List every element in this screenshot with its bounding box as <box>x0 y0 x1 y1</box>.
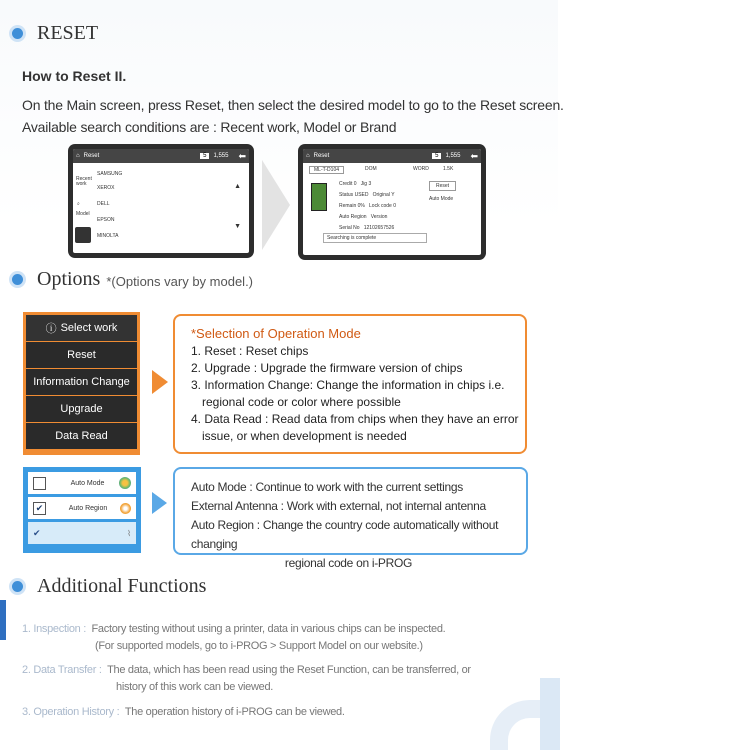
auto-settings-panel <box>23 467 141 553</box>
mode-line: 2. Upgrade : Upgrade the firmware version of chips <box>191 361 463 375</box>
item-text: history of this work can be viewed. <box>116 681 274 693</box>
menu-item-data-read[interactable]: Data Read <box>26 423 137 449</box>
world-select[interactable]: WORD <box>413 166 429 172</box>
auto-region-row[interactable] <box>28 497 136 519</box>
operation-mode-box <box>173 314 527 454</box>
mode-line: 4. Data Read : Read data from chips when they have an error <box>191 412 519 426</box>
side-accent <box>0 600 6 640</box>
auto-region-label: Auto Region <box>339 214 367 220</box>
version-label: Version <box>370 214 388 220</box>
lock-code-value: 0 <box>393 203 396 209</box>
auto-line: External Antenna : Work with external, not internal antenna <box>191 499 486 513</box>
brand-item[interactable]: EPSON <box>97 217 115 223</box>
jig-value: 3 <box>368 181 372 187</box>
item-text: The operation history of i-PROG can be viewed. <box>124 706 345 718</box>
mode-line: issue, or when development is needed <box>202 429 407 443</box>
size-select[interactable]: 1.5K <box>443 166 454 172</box>
item-text: Factory testing without using a printer, data in various chips can be inspected. <box>91 623 446 635</box>
original-label: Original <box>372 192 390 198</box>
reset-button[interactable]: Reset <box>429 181 456 191</box>
auto-settings-box <box>173 467 528 570</box>
additional-item <box>22 664 471 676</box>
auto-mode-toggle[interactable]: Auto Mode <box>429 196 454 202</box>
options-note: *(Options vary by model.) <box>106 273 254 289</box>
status-message: Searching is complete <box>323 233 427 243</box>
reset-title: RESET <box>37 22 99 44</box>
bullet-icon <box>12 581 23 592</box>
bullet-icon <box>12 274 23 285</box>
brand-item[interactable]: XEROX <box>97 185 115 191</box>
device-screen-2 <box>298 144 486 260</box>
lock-code-label: Lock code <box>369 203 392 209</box>
additional-heading <box>12 575 206 598</box>
next-arrow-icon <box>262 160 290 250</box>
screen2-title: Reset <box>313 153 330 159</box>
item-text: (For supported models, go to i-PROG > Support Model on our website.) <box>95 640 423 652</box>
additional-item <box>22 706 345 718</box>
jig-label: Jig <box>360 181 368 187</box>
screen1-titlebar <box>73 149 249 163</box>
item-key: 1. Inspection : <box>22 623 86 635</box>
menu-item-information-change[interactable]: Information Change <box>26 369 137 395</box>
item-key: 2. Data Transfer : <box>22 664 102 676</box>
recent-work-label: Recent work <box>76 176 92 187</box>
home-icon: ⌂ <box>76 153 80 159</box>
auto-region-checkbox[interactable]: ✔ <box>33 502 46 515</box>
back-arrow-icon[interactable]: ⬅ <box>470 150 478 161</box>
screen2-chip: 5 <box>432 153 441 159</box>
options-title: Options <box>37 268 101 290</box>
antenna-icon: ⌇ <box>127 528 131 538</box>
screen1-count: 1,555 <box>213 153 229 159</box>
chip-image <box>311 183 327 211</box>
scroll-up-icon[interactable]: ▲ <box>234 183 241 190</box>
reset-heading <box>12 22 98 45</box>
antenna-row[interactable] <box>28 522 136 544</box>
info-grid <box>339 179 396 234</box>
status-label: Status <box>339 192 354 198</box>
serial-label: Serial No <box>339 225 360 231</box>
menu-item-reset[interactable]: Reset <box>26 342 137 368</box>
additional-item <box>95 640 423 652</box>
model-select[interactable]: ML-T-D104 <box>309 166 344 174</box>
auto-mode-checkbox[interactable] <box>33 477 46 490</box>
item-key: 3. Operation History : <box>22 706 120 718</box>
auto-mode-label: Auto Mode <box>70 479 105 487</box>
right-margin <box>558 0 750 750</box>
screen2-count: 1,555 <box>445 153 461 159</box>
back-arrow-icon[interactable]: ⬅ <box>238 150 246 161</box>
device-screen-1 <box>68 144 254 258</box>
status-value: USED <box>354 192 369 198</box>
options-heading <box>12 268 253 291</box>
search-icon[interactable]: ⌕ <box>77 201 80 207</box>
region-icon <box>120 503 131 514</box>
settings-icon[interactable] <box>75 227 91 243</box>
additional-title: Additional Functions <box>37 575 207 597</box>
antenna-checkbox[interactable]: ✔ <box>33 527 41 538</box>
mode-line: regional code or color where possible <box>202 395 401 409</box>
operation-menu <box>23 312 140 455</box>
menu-item-select-work <box>26 315 137 341</box>
scroll-down-icon[interactable]: ▼ <box>234 223 241 230</box>
additional-item <box>22 623 445 635</box>
menu-label: Select work <box>60 322 118 334</box>
model-label: Model <box>76 211 90 217</box>
bullet-icon <box>12 28 23 39</box>
credit-value: 0 <box>353 181 357 187</box>
info-icon: ⓘ <box>45 323 57 335</box>
menu-item-upgrade[interactable]: Upgrade <box>26 396 137 422</box>
pointer-arrow-icon <box>152 370 168 394</box>
auto-line: Auto Mode : Continue to work with the current settings <box>191 480 463 494</box>
globe-icon <box>119 477 131 489</box>
screen1-chip: 5 <box>200 153 209 159</box>
screen2-titlebar <box>303 149 481 163</box>
auto-line: regional code on i-PROG <box>284 556 413 570</box>
remain-value: 0% <box>357 203 365 209</box>
mode-line: 3. Information Change: Change the information in chips i.e. <box>191 378 505 392</box>
additional-item <box>116 681 273 693</box>
region-select[interactable]: DOM <box>365 166 377 172</box>
original-value: Y <box>391 192 395 198</box>
reset-line1: On the Main screen, press Reset, then select the desired model to go to the Reset screen. <box>22 97 564 113</box>
auto-region-label: Auto Region <box>68 504 108 512</box>
brand-item[interactable]: MINOLTA <box>97 233 119 239</box>
auto-line: Auto Region : Change the country code automatically without changing <box>191 518 499 551</box>
operation-mode-heading: *Selection of Operation Mode <box>191 326 361 341</box>
reset-subtitle: How to Reset II. <box>22 68 127 84</box>
decorative-bar <box>540 678 560 750</box>
screen1-title: Reset <box>83 153 100 159</box>
reset-line2: Available search conditions are : Recent work, Model or Brand <box>22 119 397 135</box>
brand-item[interactable]: DELL <box>97 201 110 207</box>
remain-label: Remain <box>339 203 357 209</box>
brand-item[interactable]: SAMSUNG <box>97 171 123 177</box>
mode-line: 1. Reset : Reset chips <box>191 344 309 358</box>
home-icon: ⌂ <box>306 153 310 159</box>
credit-label: Credit <box>339 181 353 187</box>
item-text: The data, which has been read using the Reset Function, can be transferred, or <box>107 664 471 676</box>
pointer-arrow-icon <box>152 492 167 514</box>
serial-value: 12102657526 <box>363 225 395 231</box>
auto-mode-row[interactable] <box>28 472 136 494</box>
